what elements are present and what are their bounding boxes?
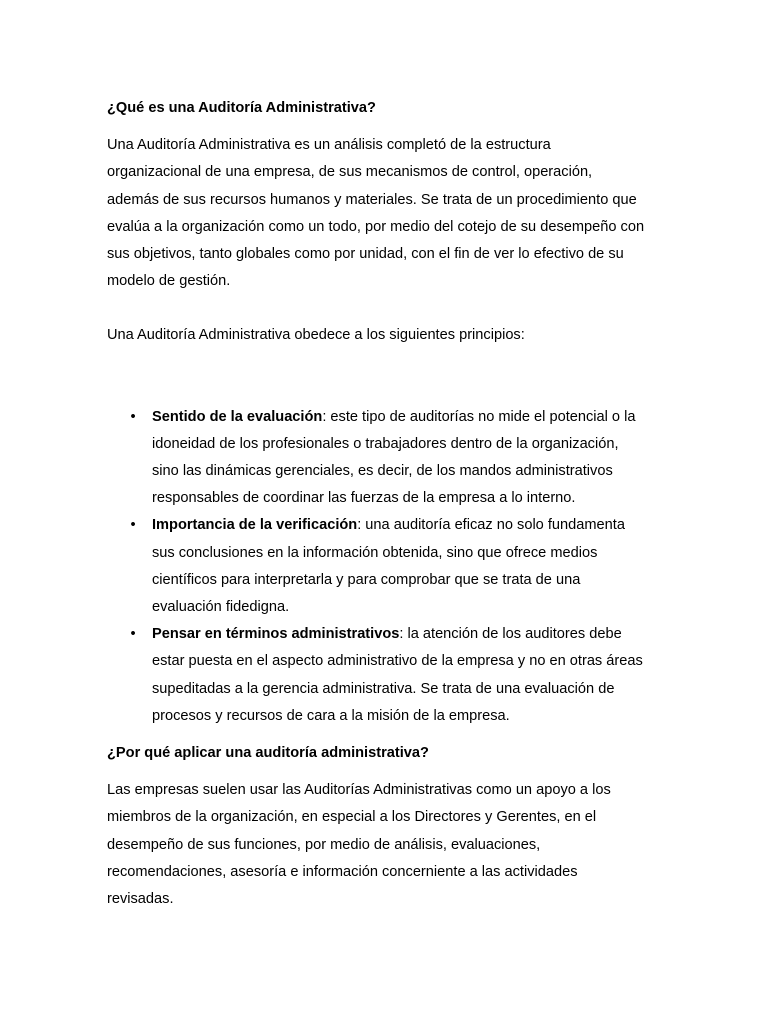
text-line: científicos para interpretarla y para comprobar que se trata de una	[152, 571, 581, 588]
list-item	[107, 404, 667, 513]
text-line: Las empresas suelen usar las Auditorías Administrativas como un apoyo a los	[107, 782, 611, 799]
text-line: modelo de gestión.	[107, 273, 231, 290]
bullet-icon: •	[130, 517, 136, 534]
text-line: idoneidad de los profesionales o trabajadores dentro de la organización,	[152, 435, 619, 452]
list-item	[107, 621, 667, 730]
section-heading-por-que: ¿Por qué aplicar una auditoría administrativa?	[107, 745, 429, 762]
bullet-icon: •	[130, 408, 136, 425]
principles-intro: Una Auditoría Administrativa obedece a los siguientes principios:	[107, 327, 525, 344]
why-paragraph	[107, 777, 667, 913]
text-line: procesos y recursos de cara a la misión de la empresa.	[152, 707, 510, 724]
text-line: organizacional de una empresa, de sus mecanismos de control, operación,	[107, 164, 593, 181]
term-label: Importancia de la verificación	[152, 517, 358, 534]
text-line: revisadas.	[107, 891, 174, 908]
section-heading-que-es: ¿Qué es una Auditoría Administrativa?	[107, 100, 376, 116]
text-line: sus objetivos, tanto globales como por unidad, con el fin de ver lo efectivo de su	[107, 246, 624, 263]
document-page	[107, 95, 667, 913]
term-label: Pensar en términos administrativos	[152, 626, 400, 643]
text-line: : la atención de los auditores debe	[399, 626, 622, 643]
text-line: responsables de coordinar las fuerzas de la empresa a lo interno.	[152, 490, 576, 507]
text-line: sus conclusiones en la información obtenida, sino que ofrece medios	[152, 544, 598, 561]
text-line: sino las dinámicas gerenciales, es decir, de los mandos administrativos	[152, 463, 613, 480]
text-line: : este tipo de auditorías no mide el potencial o la	[322, 408, 636, 425]
text-line: evaluación fidedigna.	[152, 599, 290, 616]
term-label: Sentido de la evaluación	[152, 408, 323, 425]
bullet-icon: •	[130, 626, 136, 643]
intro-paragraph	[107, 132, 667, 295]
list-item	[107, 512, 667, 621]
principles-list	[107, 404, 667, 730]
text-line: estar puesta en el aspecto administrativo de la empresa y no en otras áreas	[152, 653, 643, 670]
text-line: supeditadas a la gerencia administrativa. Se trata de una evaluación de	[152, 680, 615, 697]
text-line: Una Auditoría Administrativa es un análisis completó de la estructura	[107, 137, 551, 154]
text-line: : una auditoría eficaz no solo fundamenta	[357, 517, 625, 534]
text-line: recomendaciones, asesoría e información concerniente a las actividades	[107, 863, 578, 880]
text-line: además de sus recursos humanos y materiales. Se trata de un procedimiento que	[107, 191, 637, 208]
text-line: evalúa a la organización como un todo, por medio del cotejo de su desempeño con	[107, 218, 645, 235]
text-line: desempeño de sus funciones, por medio de análisis, evaluaciones,	[107, 836, 541, 853]
text-line: miembros de la organización, en especial a los Directores y Gerentes, en el	[107, 809, 597, 826]
